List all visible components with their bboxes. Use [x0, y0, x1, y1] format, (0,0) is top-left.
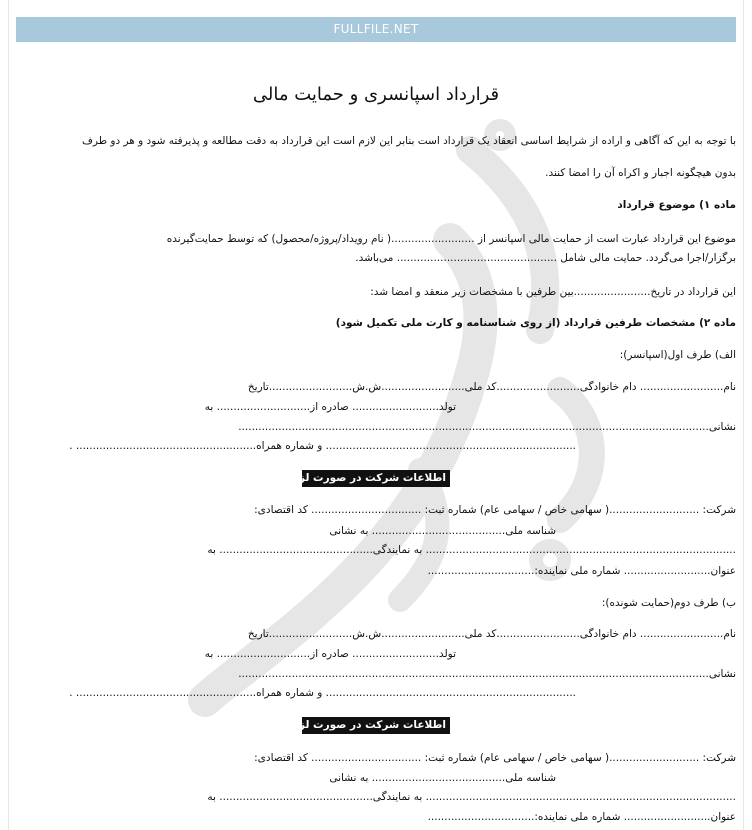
party-b-national-id-line: شناسه ملی........................................ به نشانی [329, 772, 556, 784]
document-title: قرارداد اسپانسری و حمایت مالی [252, 84, 500, 105]
party-a-title-line: عنوان.......................... شماره ملی نماینده:................................ [427, 565, 736, 577]
party-a-address-line: نشانی............................................................................................................................................. [238, 421, 736, 433]
party-b-company-label: اطلاعات شرکت در صورت لزوم [302, 717, 450, 734]
contract-date-line: این قرارداد در تاریخ.......................بین طرفین با مشخصات زیر منعقد و امضا شد: [370, 286, 736, 298]
party-a-representative-line: ............................................................................................. به نمایندگی.............................................. به [207, 544, 736, 556]
party-a-national-id-line: شناسه ملی........................................ به نشانی [329, 525, 556, 537]
party-a-company-label: اطلاعات شرکت در صورت لزوم [302, 470, 450, 487]
party-a-name-line: نام......................... دام خانوادگی.........................کد ملی.........................ش.ش.........................تاریخ [247, 381, 736, 393]
party-a-company-line: شرکت: ...........................( سهامی خاص / سهامی عام) شماره ثبت: ................................. کد اقتصادی: [254, 504, 736, 516]
party-b-title-line: عنوان.......................... شماره ملی نماینده:................................ [427, 811, 736, 823]
page-border-right [743, 0, 744, 830]
article-2-heading: ماده ۲) مشخصات طرفین قرارداد (از روی شناسنامه و کارت ملی تکمیل شود) [335, 317, 736, 329]
party-a-mobile-line: ........................................................................... و شماره همراه...................................................... . [69, 440, 576, 452]
party-a-birth-line: تولد.......................... صادره از............................ به [204, 401, 456, 413]
party-a-heading: الف) طرف اول(اسپانسر): [619, 349, 736, 361]
party-b-birth-line: تولد.......................... صادره از............................ به [204, 648, 456, 660]
article-1-line-2: برگزار/اجرا می‌گردد. حمایت مالی شامل ................................................ می‌باشد. [355, 252, 736, 264]
party-b-name-line: نام......................... دام خانوادگی.........................کد ملی.........................ش.ش.........................تاریخ [247, 628, 736, 640]
party-b-address-line: نشانی............................................................................................................................................. [238, 668, 736, 680]
article-1-line-1: موضوع این قرارداد عبارت است از حمایت مالی اسپانسر از .........................( نام رویداد/پروژه/محصول) که توسط حمایت‌گیرنده [166, 233, 736, 245]
page-border-left [8, 0, 9, 830]
party-b-company-line: شرکت: ...........................( سهامی خاص / سهامی عام) شماره ثبت: ................................. کد اقتصادی: [254, 752, 736, 764]
article-1-heading: ماده ۱) موضوع قرارداد [617, 199, 736, 211]
party-b-mobile-line: ........................................................................... و شماره همراه...................................................... . [69, 687, 576, 699]
site-header-bar[interactable]: FULLFILE.NET [16, 17, 736, 42]
intro-line-2: بدون هیچگونه اجبار و اکراه آن را امضا کنند. [545, 167, 736, 179]
party-b-representative-line: ............................................................................................. به نمایندگی.............................................. به [207, 791, 736, 803]
party-b-heading: ب) طرف دوم(حمایت شونده): [601, 597, 736, 609]
intro-line-1: با توجه به این که آگاهی و اراده از شرایط اساسی انعقاد یک قرارداد است بنابر این لازم است این قرارداد به دقت مطالعه و پذیرفته شود و هر دو طرف [82, 135, 736, 147]
